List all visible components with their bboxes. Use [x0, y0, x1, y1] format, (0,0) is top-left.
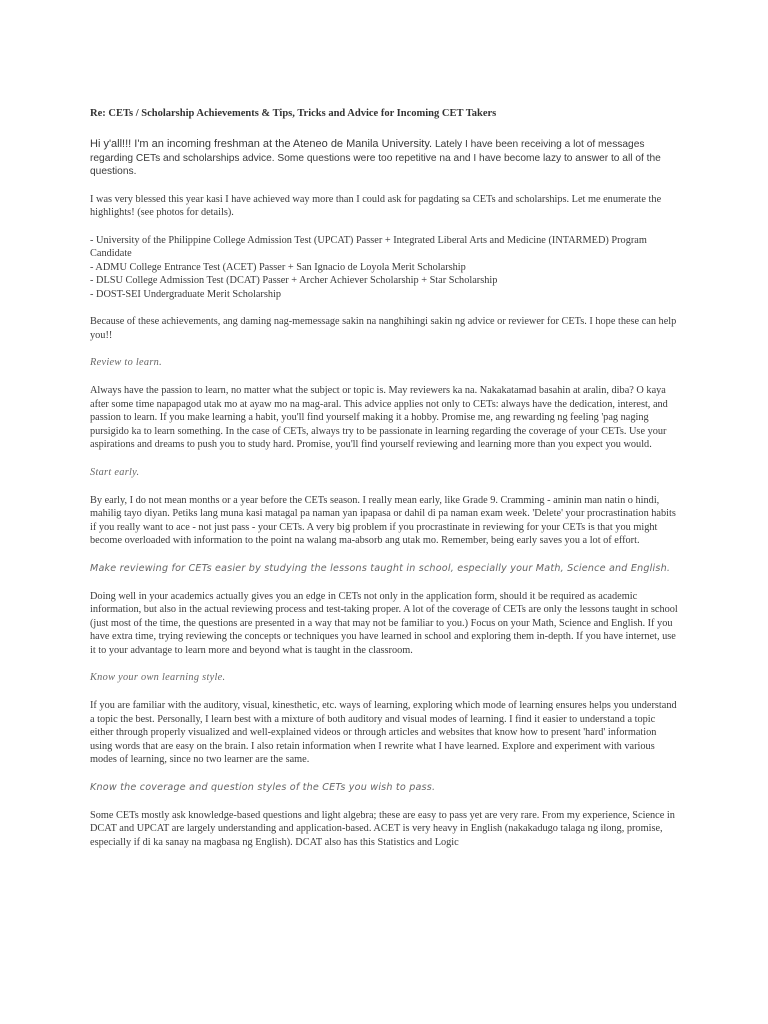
section-body: By early, I do not mean months or a year before the CETs season. I really mean early, like Grade 9. Cramming - aminin man natin o hindi, mahilig tayo diyan. Petiks lang muna kasi matagal pa naman yan ipapasa or dahil di pa naman exam week. 'Delete' your procrastination habits if you really want to ace - not just pass - your CETs. A very big problem if you procrastinate in reviewing for your CETs is that you might become overloaded with information to the point na walang ma-absorb ang utak mo. Remember, being early saves you a lot of effort. — [90, 494, 676, 546]
section-heading: Make reviewing for CETs easier by studying the lessons taught in school, especially your Math, Science and English. — [90, 562, 671, 574]
post-title: Re: CETs / Scholarship Achievements & Tips, Tricks and Advice for Incoming CET Takers — [90, 108, 497, 119]
because-paragraph: Because of these achievements, ang daming nag-memessage sakin na nanghihingi sakin ng advice or reviewer for CETs. I hope these can help you!! — [90, 316, 677, 341]
intro-rest: Lately I have been receiving a lot of messages regarding CETs and scholarships advice. Some questions were too repetitive na and I have become lazy to answer to all of the questions. — [90, 139, 661, 177]
section-body: Always have the passion to learn, no matter what the subject or topic is. May reviewers ka na. Nakakatamad basahin at aralin, diba? O kaya after some time napapagod utak mo at ayaw mo na mag-aral. This advice applies not only to CETs: always have the dedication, interest, and passion to learn. If you make learning a habit, you'll find yourself making it a hobby. Promise me, ang rewarding ng feeling 'pag naging pursigido ka to learn something. In the case of CETs, always try to be passionate in learning regarding the coverage of your CETs. Use your aspirations and dreams to push you to study hard. Promise, you'll find yourself reviewing and learning more than you expect you would. — [90, 385, 668, 450]
blessed-paragraph: I was very blessed this year kasi I have achieved way more than I could ask for pagdating sa CETs and scholarships. Let me enumerate the highlights! (see photos for details). — [90, 193, 662, 218]
section-body: Some CETs mostly ask knowledge-based questions and light algebra; these are easy to pass yet are very rare. From my experience, Science in DCAT and UPCAT are largely understanding and application-based. ACET is very heavy in English (nakakadugo talaga ng ilong, promise, especially if di ka sanay na magbasa ng English). DCAT also has this Statistics and Logic — [90, 809, 675, 848]
section-heading: Start early. — [90, 466, 140, 478]
highlights-list — [90, 234, 680, 302]
highlight-item: - DOST-SEI Undergraduate Merit Scholarship — [90, 288, 282, 300]
highlight-item: - ADMU College Entrance Test (ACET) Passer + San Ignacio de Loyola Merit Scholarship — [90, 261, 466, 273]
intro-first-sentence: Hi y'all!!! I'm an incoming freshman at the Ateneo de Manila University. — [90, 138, 433, 150]
intro-paragraph — [90, 138, 680, 179]
section-body: Doing well in your academics actually gives you an edge in CETs not only in the application form, should it be required as academic information, but also in the actual reviewing process and test-taking proper. A lot of the coverage of CETs are only the lessons taught in school (just most of the time, the questions are presented in a way that may not be familiar to you.) Focus on your Math, Science and English. If you have extra time, trying reviewing the concepts or techniques you have learned in school and exploring them in-depth. If you have internet, use it to your advantage to learn more and beyond what is taught in the classroom. — [90, 590, 678, 656]
highlight-item: - University of the Philippine College Admission Test (UPCAT) Passer + Integrated Liberal Arts and Medicine (INTARMED) Program Candidate — [90, 234, 647, 259]
section-heading: Know your own learning style. — [90, 672, 226, 683]
section-body: If you are familiar with the auditory, visual, kinesthetic, etc. ways of learning, exploring which mode of learning ensures helps you understand a topic the best. Personally, I learn best with a mixture of both auditory and visual modes of learning. I find it easier to understand a topic either through properly visualized and well-explained videos or through articles and websites that know how to present 'hard' information using words that are easy on the brain. I also retain information when I rewrite what I have learned. Explore and experiment with various modes of learning, since no two learner are the same. — [90, 700, 677, 765]
section-heading: Know the coverage and question styles of the CETs you wish to pass. — [90, 781, 436, 793]
section-heading: Review to learn. — [90, 357, 162, 368]
post-content — [90, 107, 680, 863]
highlight-item: - DLSU College Admission Test (DCAT) Passer + Archer Achiever Scholarship + Star Scholarship — [90, 275, 498, 286]
